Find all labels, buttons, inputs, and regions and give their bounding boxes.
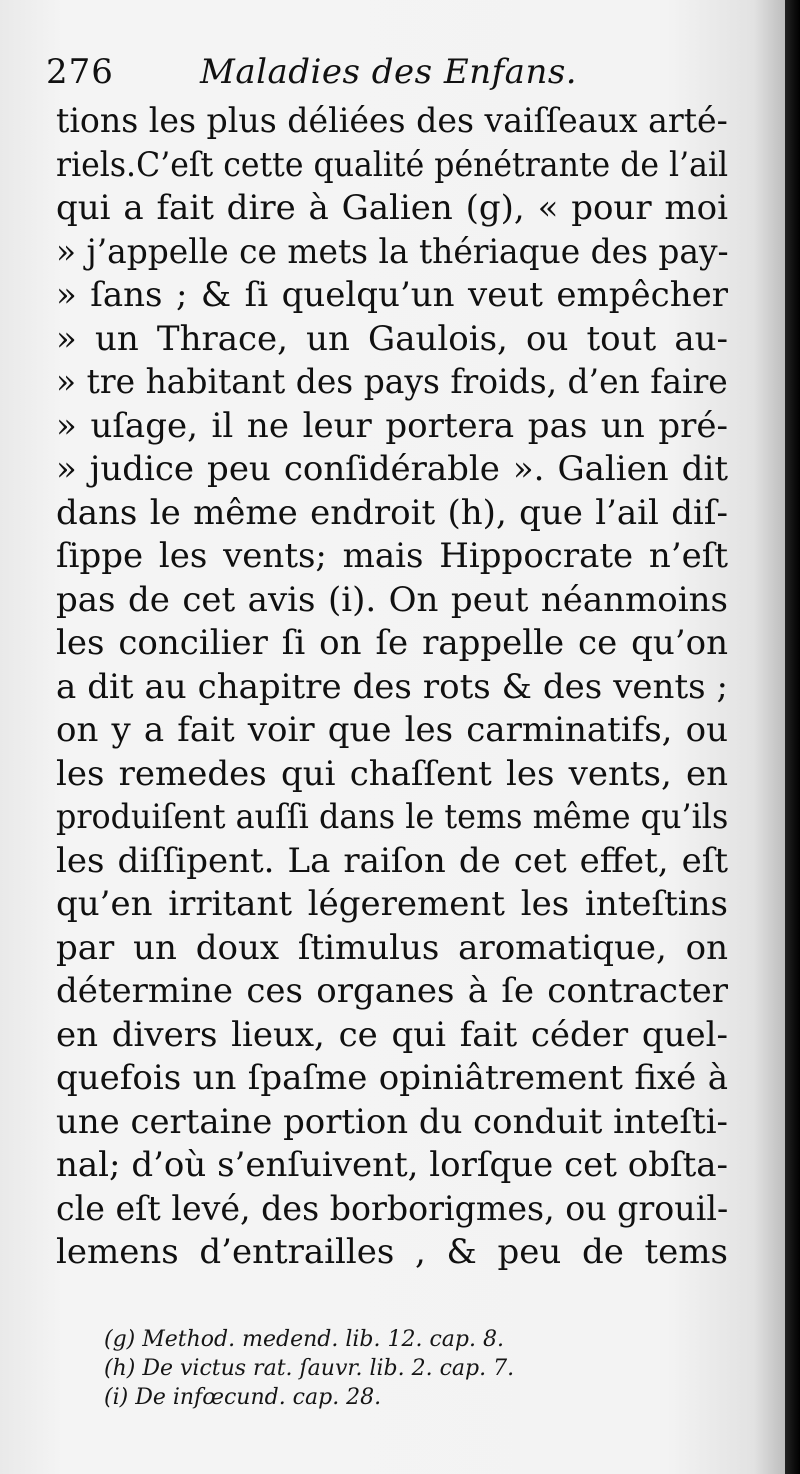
text-line: les remedes qui chaſſent les vents, en bbox=[56, 753, 728, 794]
text-line: cle eſt levé, des borborigmes, ou grouil- bbox=[56, 1188, 729, 1229]
text-line: qui a fait dire à Galien (g), « pour moi bbox=[56, 188, 728, 228]
text-line: nal; d’où s’enſuivent, lorſque cet obſta- bbox=[56, 1145, 728, 1185]
text-line: on y a fait voir que les carminatifs, ou bbox=[56, 710, 728, 750]
text-line: » j’appelle ce mets la thériaque des pay- bbox=[56, 231, 729, 272]
text-line: pas de cet avis (i). On peut néanmoins bbox=[56, 579, 728, 620]
text-line: une certaine portion du conduit inteſti- bbox=[56, 1101, 729, 1142]
footnote-h: (h) De victus rat. ſauvr. lib. 2. cap. 7. bbox=[104, 1356, 515, 1381]
footnote-i: (i) De infœcund. cap. 28. bbox=[104, 1385, 382, 1410]
text-line: quefois un ſpaſme opiniâtrement fixé à bbox=[56, 1058, 728, 1098]
text-line: » judice peu conſidérable ». Galien dit bbox=[56, 449, 728, 489]
text-line: tions les plus déliées des vaiſſeaux arté- bbox=[56, 101, 728, 141]
text-line: dans le même endroit (h), que l’ail diſ- bbox=[56, 492, 728, 533]
footnote-g: (g) Method. medend. lib. 12. cap. 8. bbox=[104, 1327, 504, 1352]
text-line: en divers lieux, ce qui fait céder quel- bbox=[56, 1014, 728, 1055]
text-line: » tre habitant des pays froids, d’en faire bbox=[56, 362, 728, 402]
text-line: riels.C’eſt cette qualité pénétrante de l’ail bbox=[56, 144, 729, 185]
page-number: 276 bbox=[46, 52, 114, 92]
page-header bbox=[46, 52, 726, 102]
text-line: ſippe les vents; mais Hippocrate n’eſt bbox=[56, 536, 728, 576]
text-line: » uſage, il ne leur portera pas un pré- bbox=[56, 405, 728, 446]
text-line: produiſent auſſi dans le tems même qu’ils bbox=[56, 797, 729, 837]
text-line: par un doux ſtimulus aromatique, on bbox=[56, 927, 728, 968]
text-line: qu’en irritant légerement les inteſtins bbox=[56, 884, 728, 924]
running-title: Maladies des Enfans. bbox=[200, 52, 578, 92]
page-gutter-shadow bbox=[785, 0, 800, 1474]
body-text bbox=[56, 100, 728, 1275]
text-line: a dit au chapitre des rots & des vents ; bbox=[56, 666, 728, 707]
text-line: les diſſipent. La raiſon de cet effet, eſt bbox=[56, 840, 728, 881]
text-line: détermine ces organes à ſe contracter bbox=[56, 971, 728, 1011]
text-line: » un Thrace, un Gaulois, ou tout au- bbox=[56, 318, 728, 359]
text-line: les concilier ſi on ſe rappelle ce qu’on bbox=[56, 623, 728, 663]
text-line: » ſans ; & ſi quelqu’un veut empêcher bbox=[56, 275, 728, 315]
footnotes bbox=[104, 1325, 664, 1412]
text-line: lemens d’entrailles , & peu de tems bbox=[56, 1232, 728, 1272]
